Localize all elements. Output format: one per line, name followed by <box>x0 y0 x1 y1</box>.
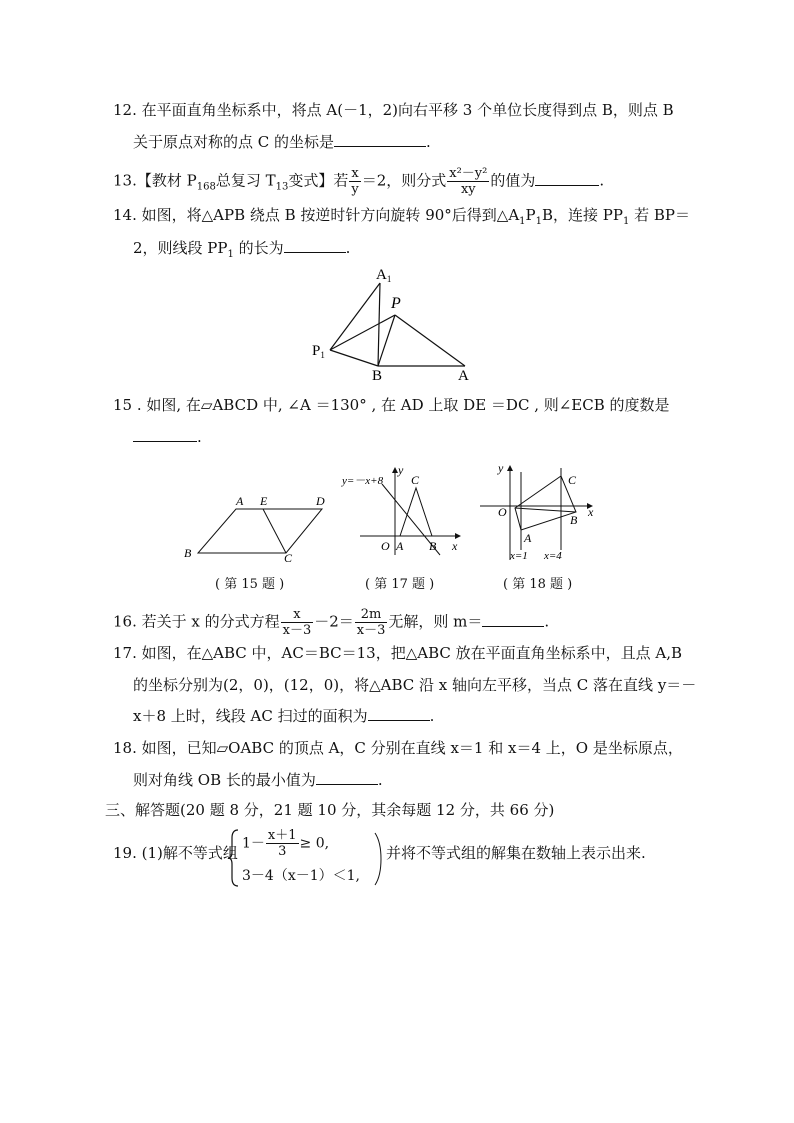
q13-text: 变式】若 <box>288 171 349 190</box>
left-brace-icon <box>228 828 240 888</box>
answer-blank[interactable] <box>284 238 346 253</box>
answer-blank[interactable] <box>316 770 378 785</box>
label-O: O <box>381 539 390 553</box>
q13-period: . <box>599 171 605 190</box>
segment-EC <box>263 509 286 553</box>
q12-line1: 12. 在平面直角坐标系中，将点 A(－1，2)向右平移 3 个单位长度得到点 B，则点 B <box>113 101 674 119</box>
q19-suffix: 并将不等式组的解集在数轴上表示出来. <box>386 844 646 862</box>
q13-text: 的值为 <box>490 171 536 190</box>
q14-line2 <box>133 238 350 265</box>
caption-fig18: ( 第 18 题 ) <box>503 577 573 592</box>
q18-line1: 18. 如图，已知▱OABC 的顶点 A，C 分别在直线 x＝1 和 x＝4 上，O 是坐标原点， <box>113 739 683 757</box>
q16-text: 无解，则 m＝ <box>388 612 483 631</box>
figure-17 <box>340 460 470 570</box>
q16-line <box>113 607 549 638</box>
label-P: P <box>391 295 401 312</box>
parallelogram-ABCD <box>198 509 322 553</box>
label-A: A <box>524 531 532 545</box>
figure-15 <box>178 488 338 568</box>
right-bracket-icon <box>374 832 384 886</box>
q16-text: 16. 若关于 x 的分式方程 <box>113 612 280 631</box>
q13-line <box>113 166 604 198</box>
label-C: C <box>411 473 420 487</box>
q14-text: 2，则线段 PP <box>133 239 228 257</box>
q13-text: ＝2，则分式 <box>361 171 447 190</box>
fraction-numerator: 2m <box>355 607 388 623</box>
q19-prefix: 19. (1)解不等式组 <box>113 844 238 862</box>
segment-PA <box>395 315 465 366</box>
q14-sub: 1 <box>623 216 630 227</box>
label-C: C <box>568 473 577 487</box>
answer-blank[interactable] <box>133 427 197 442</box>
label-x: x <box>452 539 458 553</box>
q15-period: . <box>197 428 202 446</box>
q14-text: 14. 如图，将△APB 绕点 B 按逆时针方向旋转 90°后得到△A <box>113 206 520 224</box>
label-A: A <box>236 494 244 508</box>
q15-line1: 15 . 如图, 在▱ABCD 中, ∠A ＝130° , 在 AD 上取 DE ＝DC , 则∠ECB 的度数是 <box>113 396 670 414</box>
fraction-denominator: xy <box>460 182 476 197</box>
label-C: C <box>284 551 293 565</box>
label-A1: $A_1$ <box>376 267 392 284</box>
q12-period: . <box>426 133 431 151</box>
q12-text: 关于原点对称的点 C 的坐标是 <box>133 133 335 151</box>
label-A: A <box>458 368 469 384</box>
fraction-numerator: x＋1 <box>267 828 297 843</box>
label-x-eq-4: x=4 <box>544 550 562 562</box>
q17-period: . <box>429 707 435 725</box>
fraction-denominator: x－3 <box>356 623 386 638</box>
answer-blank[interactable] <box>482 612 544 627</box>
q16-text: －2＝ <box>314 612 354 631</box>
q14-text: 若 BP＝ <box>629 206 691 224</box>
answer-blank[interactable] <box>334 132 426 147</box>
q16-fraction-left <box>281 607 314 638</box>
q13-sub: 168 <box>196 181 216 193</box>
fraction-numerator: x <box>281 607 314 623</box>
fraction-numerator: x²－y² <box>449 166 488 181</box>
figure-18 <box>478 458 603 568</box>
q13-fraction-xy <box>349 166 360 197</box>
label-B: B <box>570 513 578 527</box>
label-E: E <box>260 494 268 508</box>
q19-inequality-1 <box>242 828 329 859</box>
q14-period: . <box>345 239 351 257</box>
q13-sub: 13 <box>275 181 289 193</box>
q17-text: x＋8 上时，线段 AC 扫过的面积为 <box>133 707 368 725</box>
q14-text: 的长为 <box>233 239 284 257</box>
fraction-denominator: y <box>351 182 359 197</box>
segment-A1P1 <box>330 283 380 350</box>
q18-period: . <box>377 771 383 789</box>
q14-sub: 1 <box>227 249 234 260</box>
q12-line2 <box>133 132 431 152</box>
q14-text: B，连接 PP <box>542 206 623 224</box>
q19-text: 1－ <box>242 835 265 852</box>
q17-line1: 17. 如图，在△ABC 中，AC＝BC＝13，把△ABC 放在平面直角坐标系中，且点 A,B <box>113 644 683 662</box>
label-B: B <box>184 546 192 560</box>
label-line: y=－x+8 <box>342 475 384 487</box>
q17-line2: 的坐标分别为(2，0)，(12，0)，将△ABC 沿 x 轴向左平移，当点 C 落在直线 y＝－ <box>133 676 697 694</box>
q13-text: 总复习 T <box>215 171 276 190</box>
q13-fraction-expr <box>447 166 489 197</box>
diagonal-OB <box>515 508 576 512</box>
caption-fig17: ( 第 17 题 ) <box>365 577 435 592</box>
fraction-denominator: 3 <box>278 844 287 859</box>
label-y: y <box>498 461 504 475</box>
section-3-title: 三、解答题(20 题 8 分，21 题 10 分，其余每题 12 分，共 66 分) <box>105 801 555 819</box>
parallelogram-OABC <box>515 476 576 530</box>
caption-fig15: ( 第 15 题 ) <box>215 577 285 592</box>
figure-14 <box>300 262 490 387</box>
label-B: B <box>372 368 383 384</box>
fraction-numerator: x <box>349 166 360 182</box>
q19-inequality-2: 3－4（x－1）＜1, <box>242 868 360 884</box>
answer-blank[interactable] <box>535 171 599 186</box>
q19-fraction <box>266 828 299 859</box>
q18-text: 则对角线 OB 长的最小值为 <box>133 771 316 789</box>
segment-P1B <box>330 350 378 366</box>
label-D: D <box>316 494 325 508</box>
label-x-eq-1: x=1 <box>510 550 528 562</box>
fraction-denominator: x－3 <box>282 623 312 638</box>
q15-line2 <box>133 427 202 447</box>
q16-period: . <box>544 612 550 631</box>
q17-line3 <box>133 706 434 726</box>
q19-text: ≥ 0, <box>299 835 330 852</box>
label-y: y <box>398 463 404 477</box>
q18-line2 <box>133 770 383 790</box>
label-A: A <box>396 539 404 553</box>
q14-line1 <box>113 205 690 232</box>
label-x: x <box>588 505 594 519</box>
answer-blank[interactable] <box>368 706 430 721</box>
q14-text: P <box>525 206 536 224</box>
label-P1: $P_1$ <box>312 343 325 360</box>
q14-sub: 1 <box>535 216 543 227</box>
q16-fraction-right <box>355 607 388 638</box>
q13-prefix: 13.【教材 P <box>113 171 197 190</box>
label-B: B <box>429 539 437 553</box>
label-O: O <box>498 505 507 519</box>
q14-sub: 1 <box>519 216 526 227</box>
